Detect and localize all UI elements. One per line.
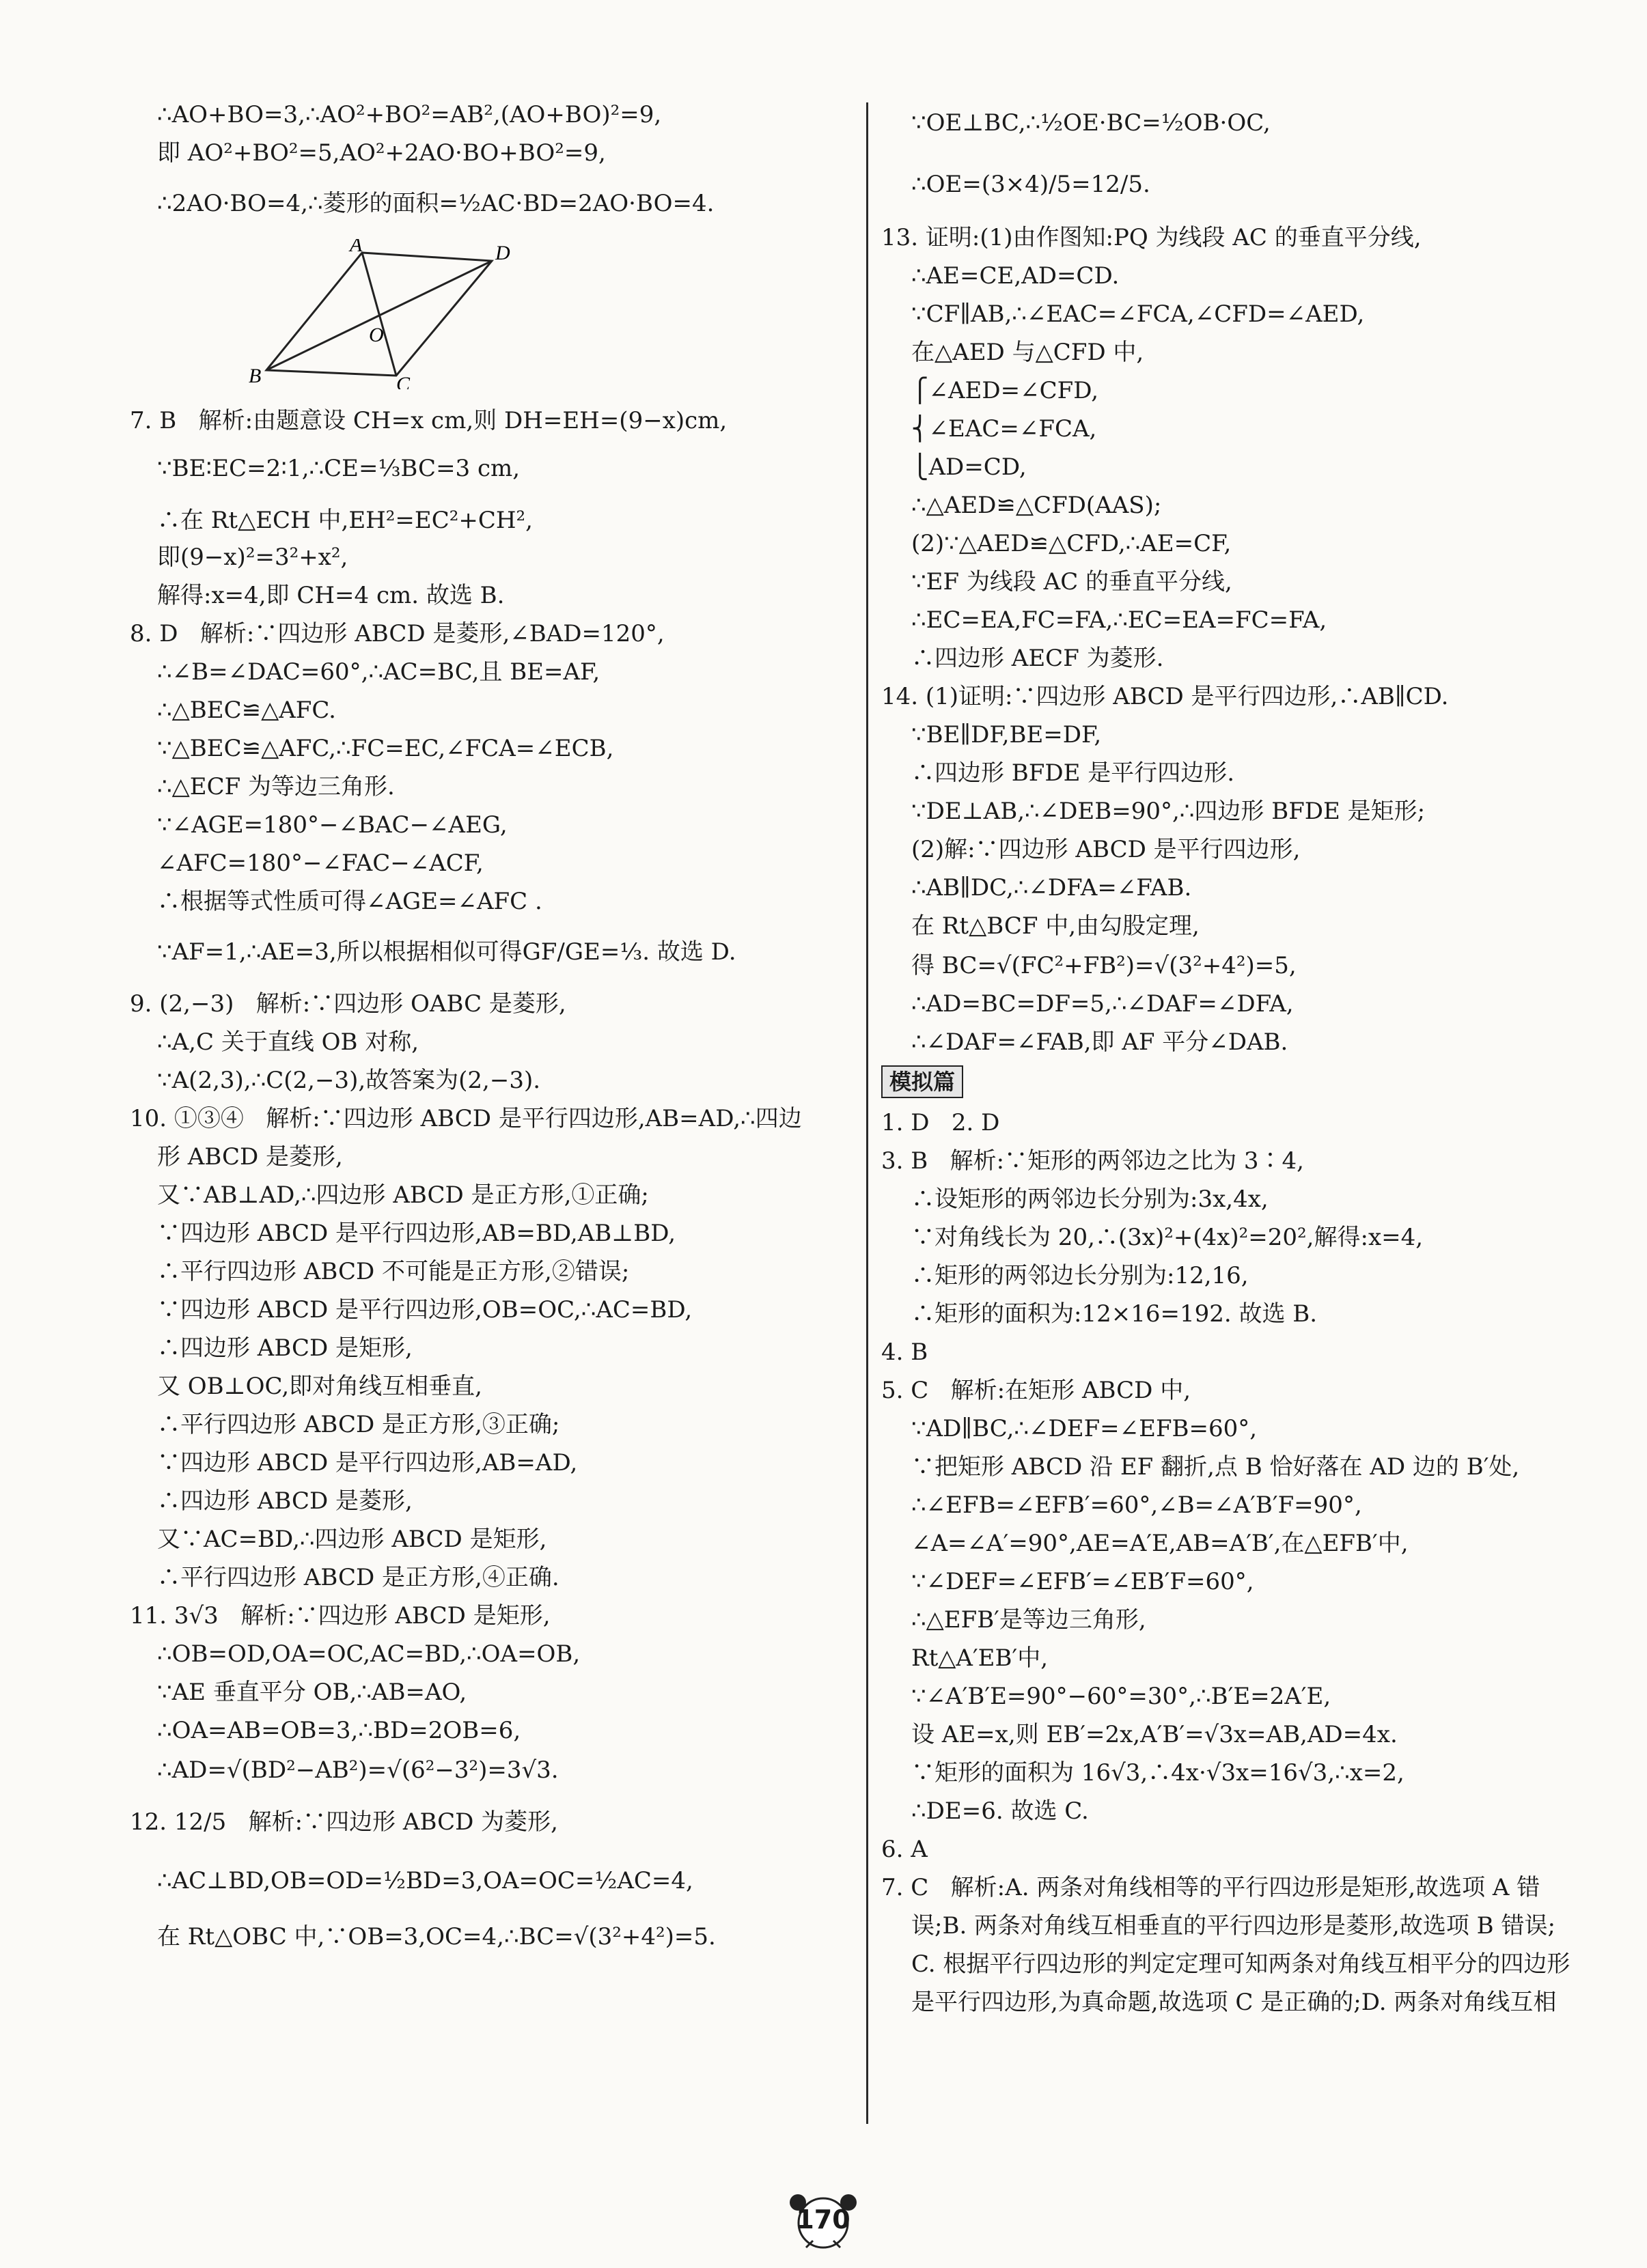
right-line: ∴∠DAF=∠FAB,即 AF 平分∠DAB. <box>911 1028 1288 1056</box>
right-line: ∴△AED≌△CFD(AAS); <box>911 492 1162 519</box>
left-line: 即 AO²+BO²=5,AO²+2AO·BO+BO²=9, <box>157 139 606 167</box>
right-line: ⎩AD=CD, <box>911 453 1027 481</box>
right-line: ∴AD=BC=DF=5,∴∠DAF=∠DFA, <box>911 990 1294 1018</box>
right-line: 14. (1)证明:∵四边形 ABCD 是平行四边形,∴AB∥CD. <box>881 683 1449 710</box>
left-line: ∴根据等式性质可得∠AGE=∠AFC . <box>157 888 542 915</box>
right-line: 7. C 解析:A. 两条对角线相等的平行四边形是矩形,故选项 A 错 <box>881 1874 1540 1901</box>
right-line: ∴DE=6. 故选 C. <box>911 1797 1089 1825</box>
center-o-label: O <box>369 324 384 346</box>
right-line: 13. 证明:(1)由作图知:PQ 为线段 AC 的垂直平分线, <box>881 224 1422 251</box>
left-line: ∴OB=OD,OA=OC,AC=BD,∴OA=OB, <box>157 1640 581 1668</box>
page-number: 170 <box>796 2204 850 2235</box>
right-line: Rt△A′EB′中, <box>911 1644 1049 1672</box>
vertex-a-label: A <box>350 239 363 256</box>
right-line: ∵EF 为线段 AC 的垂直平分线, <box>911 568 1232 596</box>
section-tag: 模拟篇 <box>881 1065 963 1098</box>
right-line: ∴AE=CE,AD=CD. <box>911 262 1120 290</box>
right-line: ∴矩形的面积为:12×16=192. 故选 B. <box>911 1300 1318 1328</box>
left-line: ∴AO+BO=3,∴AO²+BO²=AB²,(AO+BO)²=9, <box>157 101 662 128</box>
right-line: ∵AD∥BC,∴∠DEF=∠EFB=60°, <box>911 1415 1258 1442</box>
right-line: 5. C 解析:在矩形 ABCD 中, <box>881 1377 1191 1404</box>
left-line: ∵四边形 ABCD 是平行四边形,AB=AD, <box>157 1449 578 1476</box>
diagonal-bd <box>266 261 492 370</box>
left-line: ∴平行四边形 ABCD 是正方形,④正确. <box>157 1564 559 1591</box>
vertex-b-label: B <box>249 365 262 387</box>
rhombus-diagram <box>225 239 512 392</box>
left-line: 10. ①③④ 解析:∵四边形 ABCD 是平行四边形,AB=AD,∴四边 <box>130 1105 802 1132</box>
left-line: 12. 12/5 解析:∵四边形 ABCD 为菱形, <box>130 1808 558 1836</box>
left-line: 又∵AB⊥AD,∴四边形 ABCD 是正方形,①正确; <box>157 1181 649 1209</box>
right-line: ∴四边形 AECF 为菱形. <box>911 645 1164 672</box>
right-line: ∵对角线长为 20,∴(3x)²+(4x)²=20²,解得:x=4, <box>911 1224 1424 1251</box>
right-line: ∵∠A′B′E=90°−60°=30°,∴B′E=2A′E, <box>911 1683 1331 1710</box>
left-line: ∠AFC=180°−∠FAC−∠ACF, <box>157 850 484 877</box>
left-line: ∴∠B=∠DAC=60°,∴AC=BC,且 BE=AF, <box>157 658 600 686</box>
right-line: 在△AED 与△CFD 中, <box>911 339 1144 366</box>
left-line: ∴△BEC≌△AFC. <box>157 697 336 724</box>
left-line: ∵AF=1,∴AE=3,所以根据相似可得GF/GE=⅓. 故选 D. <box>157 938 736 966</box>
left-line: 即(9−x)²=3²+x², <box>157 544 348 571</box>
left-line: ∵△BEC≌△AFC,∴FC=EC,∠FCA=∠ECB, <box>157 735 614 762</box>
left-line: ∴AC⊥BD,OB=OD=½BD=3,OA=OC=½AC=4, <box>157 1867 693 1894</box>
right-line: ∵BE∥DF,BE=DF, <box>911 721 1102 748</box>
left-line: ∴OA=AB=OB=3,∴BD=2OB=6, <box>157 1717 521 1744</box>
right-line: 在 Rt△BCF 中,由勾股定理, <box>911 912 1200 940</box>
left-line: ∴△ECF 为等边三角形. <box>157 773 395 800</box>
left-line: 解得:x=4,即 CH=4 cm. 故选 B. <box>157 582 505 609</box>
left-line: ∵AE 垂直平分 OB,∴AB=AO, <box>157 1679 467 1706</box>
left-line: ∴四边形 ABCD 是矩形, <box>157 1334 413 1362</box>
left-line: ∵A(2,3),∴C(2,−3),故答案为(2,−3). <box>157 1067 541 1094</box>
left-line: ∵∠AGE=180°−∠BAC−∠AEG, <box>157 811 508 839</box>
right-line: ∴EC=EA,FC=FA,∴EC=EA=FC=FA, <box>911 606 1327 634</box>
right-line: ∵把矩形 ABCD 沿 EF 翻折,点 B 恰好落在 AD 边的 B′处, <box>911 1453 1520 1481</box>
right-line: ⎧∠AED=∠CFD, <box>911 377 1099 404</box>
right-line: 4. B <box>881 1339 928 1366</box>
left-line: 在 Rt△OBC 中,∵OB=3,OC=4,∴BC=√(3²+4²)=5. <box>157 1923 716 1950</box>
right-line: 3. B 解析:∵矩形的两邻边之比为 3∶4, <box>881 1147 1304 1175</box>
right-line: 1. D 2. D <box>881 1109 1000 1136</box>
left-line: 9. (2,−3) 解析:∵四边形 OABC 是菱形, <box>130 990 566 1018</box>
right-line: ∵DE⊥AB,∴∠DEB=90°,∴四边形 BFDE 是矩形; <box>911 798 1426 825</box>
right-line: ∴矩形的两邻边长分别为:12,16, <box>911 1262 1249 1289</box>
left-line: ∵四边形 ABCD 是平行四边形,OB=OC,∴AC=BD, <box>157 1296 693 1324</box>
right-line: ⎨∠EAC=∠FCA, <box>911 415 1097 443</box>
left-line: ∴A,C 关于直线 OB 对称, <box>157 1028 419 1056</box>
right-line: ∴∠EFB=∠EFB′=60°,∠B=∠A′B′F=90°, <box>911 1492 1362 1519</box>
left-line: 8. D 解析:∵四边形 ABCD 是菱形,∠BAD=120°, <box>130 620 665 647</box>
right-line: ∴设矩形的两邻边长分别为:3x,4x, <box>911 1186 1269 1213</box>
right-line: ∴四边形 BFDE 是平行四边形. <box>911 759 1235 787</box>
right-line: C. 根据平行四边形的判定定理可知两条对角线互相平分的四边形 <box>911 1950 1570 1978</box>
right-line: 得 BC=√(FC²+FB²)=√(3²+4²)=5, <box>911 952 1297 979</box>
right-line: 是平行四边形,为真命题,故选项 C 是正确的;D. 两条对角线互相 <box>911 1989 1557 2016</box>
right-line: ∵矩形的面积为 16√3,∴4x·√3x=16√3,∴x=2, <box>911 1759 1404 1787</box>
left-line: ∵四边形 ABCD 是平行四边形,AB=BD,AB⊥BD, <box>157 1220 676 1247</box>
right-line: 误;B. 两条对角线互相垂直的平行四边形是菱形,故选项 B 错误; <box>911 1912 1555 1940</box>
left-line: ∵BE∶EC=2∶1,∴CE=⅓BC=3 cm, <box>157 455 521 482</box>
vertex-c-label: C <box>396 373 411 389</box>
column-divider <box>866 102 868 2124</box>
right-line: ∵OE⊥BC,∴½OE·BC=½OB·OC, <box>911 109 1271 137</box>
left-line: 又∵AC=BD,∴四边形 ABCD 是矩形, <box>157 1526 547 1553</box>
page-number-badge <box>779 2189 868 2250</box>
left-line: ∴平行四边形 ABCD 是正方形,③正确; <box>157 1411 560 1438</box>
right-line: (2)解:∵四边形 ABCD 是平行四边形, <box>911 836 1301 863</box>
right-line: ∴OE=(3×4)/5=12/5. <box>911 171 1150 198</box>
left-line: 7. B 解析:由题意设 CH=x cm,则 DH=EH=(9−x)cm, <box>130 407 728 434</box>
left-line: 形 ABCD 是菱形, <box>157 1143 343 1171</box>
left-line: ∴AD=√(BD²−AB²)=√(6²−3²)=3√3. <box>157 1756 559 1784</box>
right-line: ∴AB∥DC,∴∠DFA=∠FAB. <box>911 874 1192 901</box>
right-line: 设 AE=x,则 EB′=2x,A′B′=√3x=AB,AD=4x. <box>911 1721 1398 1748</box>
right-line: ∵∠DEF=∠EFB′=∠EB′F=60°, <box>911 1568 1254 1595</box>
rhombus-figure <box>225 239 512 389</box>
right-line: (2)∵△AED≌△CFD,∴AE=CF, <box>911 530 1232 557</box>
right-line: ∠A=∠A′=90°,AE=A′E,AB=A′B′,在△EFB′中, <box>911 1530 1409 1557</box>
right-line: ∴△EFB′是等边三角形, <box>911 1606 1146 1634</box>
right-line: 6. A <box>881 1836 928 1863</box>
left-line: ∴在 Rt△ECH 中,EH²=EC²+CH², <box>157 507 533 534</box>
left-line: ∴2AO·BO=4,∴菱形的面积=½AC·BD=2AO·BO=4. <box>157 190 715 217</box>
left-line: ∴四边形 ABCD 是菱形, <box>157 1487 413 1515</box>
left-line: 又 OB⊥OC,即对角线互相垂直, <box>157 1373 482 1400</box>
left-line: ∴平行四边形 ABCD 不可能是正方形,②错误; <box>157 1258 630 1285</box>
right-line: ∵CF∥AB,∴∠EAC=∠FCA,∠CFD=∠AED, <box>911 300 1365 328</box>
diagonal-ac <box>362 253 396 376</box>
vertex-d-label: D <box>495 242 510 264</box>
left-line: 11. 3√3 解析:∵四边形 ABCD 是矩形, <box>130 1602 551 1629</box>
